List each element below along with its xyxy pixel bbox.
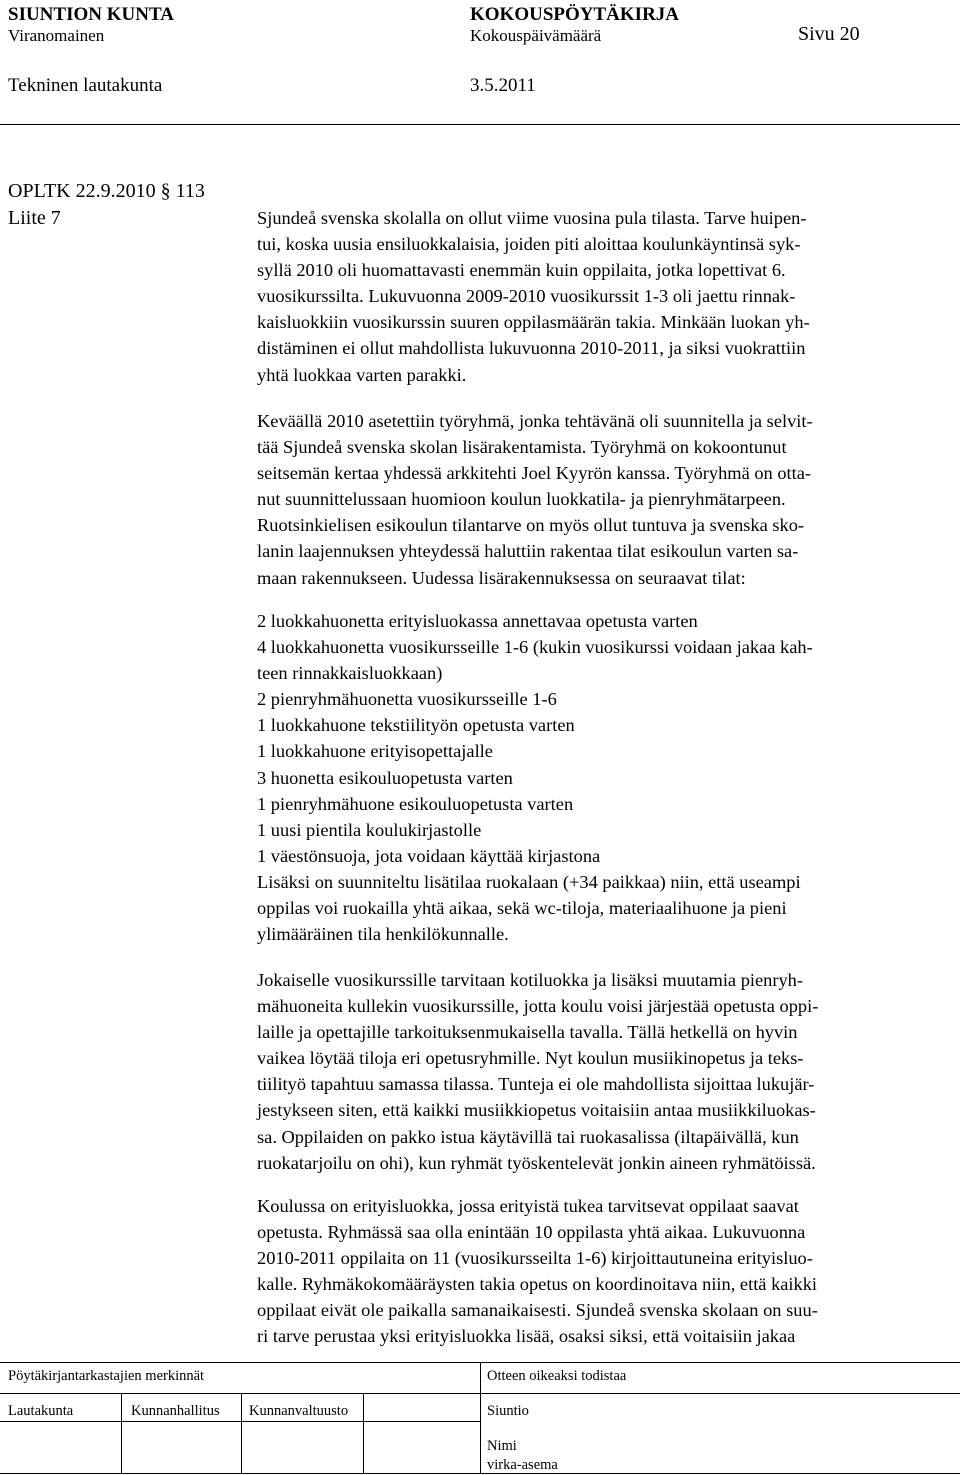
text-line: ylimääräinen tila henkilökunnalle. — [257, 924, 509, 945]
footer-divider — [480, 1362, 481, 1474]
text-line: Jokaiselle vuosikurssille tarvitaan kotiluokka ja lisäksi muutamia pienryh- — [257, 970, 803, 990]
text-line: oppilas voi ruokailla yhtä aikaa, sekä wc-tiloja, materiaalihuone ja pieni — [257, 898, 787, 919]
list-item: teen rinnakkaisluokkaan) — [257, 663, 443, 684]
text-line: distäminen ei ollut mahdollista lukuvuonna 2010-2011, ja siksi vuokrattiin — [257, 338, 806, 359]
page-number: Sivu 20 — [798, 23, 860, 45]
org-name: SIUNTION KUNTA — [8, 4, 174, 25]
name-label: Nimi — [487, 1438, 517, 1454]
paragraph-5 — [257, 1193, 947, 1350]
text-line: ri tarve perustaa yksi erityisluokka lisää, osaksi siksi, että voitaisiin jakaa — [257, 1326, 796, 1347]
text-line: mähuoneita kullekin vuosikurssille, jotta koulu voisi järjestää opetusta oppi- — [257, 996, 819, 1017]
position-label: virka-asema — [487, 1457, 558, 1473]
text-line: oppilaat eivät ole paikalla samanaikaisesti. Sjundeå svenska skolaan on suu- — [257, 1300, 818, 1321]
certified-title: Otteen oikeaksi todistaa — [487, 1368, 627, 1384]
text-line: tui, koska uusia ensiluokkalaisia, joiden piti aloittaa koulunkäyntinsä syk- — [257, 234, 801, 255]
room-list — [257, 608, 947, 947]
paragraph-2 — [257, 408, 947, 591]
signers-title: Pöytäkirjantarkastajien merkinnät — [8, 1368, 205, 1384]
text-line: maan rakennukseen. Uudessa lisärakennuksessa on seuraavat tilat: — [257, 567, 746, 588]
footer-col-rule-3 — [363, 1393, 364, 1474]
authority-label: Viranomainen — [8, 26, 105, 45]
text-line: syllä 2010 oli huomattavasti enemmän kuin oppilaita, jotka lopettivat 6. — [257, 260, 786, 281]
text-line: Ruotsinkielisen esikoulun tilantarve on myös ollut tuntuva ja svenska sko- — [257, 515, 805, 536]
text-line: yhtä luokkaa varten parakki. — [257, 364, 467, 385]
board-label-3: Kunnanvaltuusto — [249, 1403, 349, 1419]
list-item: 1 pienryhmähuone esikouluopetusta varten — [257, 793, 574, 814]
footer-col-rule-1 — [121, 1393, 122, 1474]
board-label-2: Kunnanhallitus — [131, 1403, 220, 1419]
header-rule — [0, 124, 960, 125]
place-label: Siuntio — [487, 1403, 529, 1419]
list-item: 4 luokkahuonetta vuosikursseille 1-6 (kukin vuosikurssi voidaan jakaa kah- — [257, 637, 813, 658]
list-item: 1 luokkahuone tekstiilityön opetusta varten — [257, 715, 575, 736]
date-label: Kokouspäivämäärä — [470, 26, 602, 45]
text-line: kalle. Ryhmäkokomääräysten takia opetus on koordinoitava niin, että kaikki — [257, 1274, 818, 1295]
text-line: ruokatarjoilu on ohi), kun ryhmät työskentelevät jonkin aineen ryhmätöissä. — [257, 1152, 816, 1173]
text-line: tää Sjundeå svenska skolan lisärakentamista. Työryhmä on kokoontunut — [257, 437, 787, 458]
board-label-1: Lautakunta — [8, 1403, 74, 1419]
text-line: 2010-2011 oppilaita on 11 (vuosikursseilta 1-6) kirjoittautuneina erityisluo- — [257, 1248, 813, 1269]
text-line: jestykseen siten, että kaikki musiikkiopetus voitaisiin antaa musiikkiluokas- — [257, 1100, 816, 1121]
text-line: nut suunnittelussaan huomioon koulun luokkatila- ja pienryhmätarpeen. — [257, 489, 786, 510]
list-item: 2 pienryhmähuonetta vuosikursseille 1-6 — [257, 689, 557, 710]
authority-name: Tekninen lautakunta — [8, 75, 163, 96]
section-ref: OPLTK 22.9.2010 § 113 — [8, 180, 205, 202]
list-item: 2 luokkahuonetta erityisluokassa annettavaa opetusta varten — [257, 611, 698, 631]
footer-col-rule-2 — [241, 1393, 242, 1474]
footer-sign-rule — [0, 1421, 480, 1422]
text-line: Sjundeå svenska skolalla on ollut viime vuosina pula tilasta. Tarve huipen- — [257, 208, 807, 228]
text-line: laille ja opettajille tarkoituksenmukaisella tavalla. Tällä hetkellä on hyvin — [257, 1022, 798, 1043]
paragraph-1 — [257, 205, 947, 388]
list-item: 3 huonetta esikouluopetusta varten — [257, 767, 513, 788]
text-line: sa. Oppilaiden on pakko istua käytävillä tai ruokasalissa (iltapäivällä, kun — [257, 1126, 799, 1147]
text-line: seitsemän kertaa yhdessä arkkitehti Joel Kyyrön kanssa. Työryhmä on otta- — [257, 463, 812, 484]
text-line: tiilityö tapahtuu samassa tilassa. Tunteja ei ole mahdollista sijoittaa lukujär- — [257, 1074, 815, 1095]
text-line: vaikea löytää tiloja eri opetusryhmille. Nyt koulun musiikinopetus ja teks- — [257, 1048, 804, 1069]
list-item: 1 uusi pientila koulukirjastolle — [257, 819, 482, 840]
text-line: vuosikurssilta. Lukuvuonna 2009-2010 vuosikurssit 1-3 oli jaettu rinnak- — [257, 286, 796, 307]
attachment-label: Liite 7 — [8, 207, 61, 229]
text-line: opetusta. Ryhmässä saa olla enintään 10 oppilasta yhtä aikaa. Lukuvuonna — [257, 1222, 806, 1243]
text-line: Lisäksi on suunniteltu lisätilaa ruokalaan (+34 paikkaa) niin, että useampi — [257, 871, 801, 892]
text-line: Koulussa on erityisluokka, jossa erityistä tukea tarvitsevat oppilaat saavat — [257, 1196, 799, 1216]
list-item: 1 väestönsuoja, jota voidaan käyttää kirjastona — [257, 845, 601, 866]
doc-type: KOKOUSPÖYTÄKIRJA — [470, 4, 680, 25]
text-line: Keväällä 2010 asetettiin työryhmä, jonka tehtävänä oli suunnitella ja selvit- — [257, 411, 813, 431]
text-line: lanin laajennuksen yhteydessä haluttiin rakentaa tilat esikoulun varten sa- — [257, 541, 799, 562]
paragraph-4 — [257, 967, 947, 1176]
text-line: kaisluokkiin vuosikurssin suuren oppilasmäärän takia. Minkään luokan yh- — [257, 312, 810, 333]
meeting-date: 3.5.2011 — [470, 75, 536, 96]
list-item: 1 luokkahuone erityisopettajalle — [257, 741, 493, 762]
